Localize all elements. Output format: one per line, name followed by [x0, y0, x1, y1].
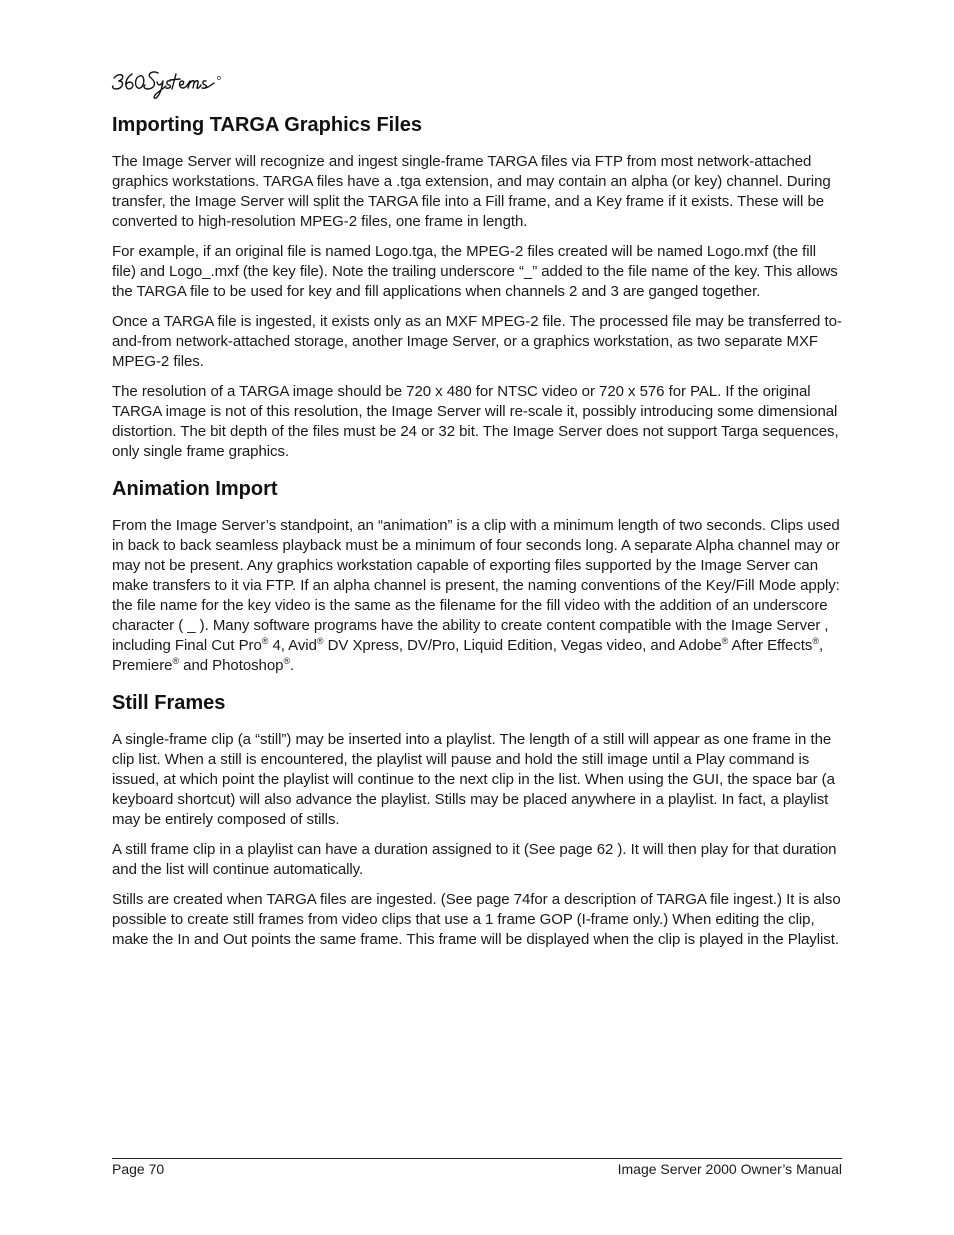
registered-mark-icon [217, 76, 220, 79]
footer-divider [112, 1158, 842, 1159]
section-importing-targa [112, 112, 844, 462]
360-systems-logo [110, 64, 225, 102]
section-still-frames [112, 690, 844, 950]
section-animation-import [112, 476, 844, 676]
section-heading: Still Frames [112, 692, 226, 714]
paragraph: For example, if an original file is named Logo.tga, the MPEG-2 files created will be named Logo.mxf (the fill file) and Logo_.mxf (the key file). Note the trailing underscore “_” added to the file name of the key. This allows the TARGA file to be used for key and fill applications when channels 2 and 3 are ganged together. [112, 243, 838, 300]
paragraph: The Image Server will recognize and ingest single-frame TARGA files via FTP from most network-attached graphics workstations. TARGA files have a .tga extension, and may contain an alpha (or key) channel. During transfer, the Image Server will split the TARGA file into a Fill frame, and a Key frame if it exists. These will be converted to high-resolution MPEG-2 files, one frame in length. [112, 153, 831, 230]
section-heading: Animation Import [112, 478, 278, 500]
section-heading: Importing TARGA Graphics Files [112, 114, 423, 136]
page-number: Page 70 [112, 1161, 165, 1177]
paragraph: Stills are created when TARGA files are ingested. (See page 74for a description of TARGA file ingest.) It is also possible to create still frames from video clips that use a 1 frame GOP (I-frame only.) When editing the clip, make the In and Out points the same frame. This frame will be displayed when the clip is played in the Playlist. [112, 891, 841, 948]
paragraph: A still frame clip in a playlist can have a duration assigned to it (See page 62 ). It will then play for that duration and the list will continue automatically. [112, 841, 837, 878]
paragraph: Once a TARGA file is ingested, it exists only as an MXF MPEG-2 file. The processed file may be transferred to-and-from network-attached storage, another Image Server, or a graphics workstation, as two separate MXF MPEG-2 files. [112, 313, 842, 370]
paragraph: The resolution of a TARGA image should be 720 x 480 for NTSC video or 720 x 576 for PAL. If the original TARGA image is not of this resolution, the Image Server will re-scale it, possibly introducing some dimensional distortion. The bit depth of the files must be 24 or 32 bit. The Image Server does not support Targa sequences, only single frame graphics. [112, 383, 839, 460]
manual-title: Image Server 2000 Owner’s Manual [617, 1161, 842, 1177]
paragraph: A single-frame clip (a “still”) may be inserted into a playlist. The length of a still will appear as one frame in the clip list. When a still is encountered, the playlist will pause and hold the still image until a Play command is issued, at which point the playlist will continue to the next clip in the list. When using the GUI, the space bar (a keyboard shortcut) will also advance the playlist. Stills may be placed anywhere in a playlist. In fact, a playlist may be entirely composed of stills. [112, 731, 835, 828]
page-content [112, 112, 844, 960]
paragraph: From the Image Server’s standpoint, an “animation” is a clip with a minimum length of two seconds. Clips used in back to back seamless playback must be a minimum of four seconds long. A separate Alpha channel may or may not be present. Any graphics workstation capable of exporting files supported by the Image Server can make transfers to it via FTP. If an alpha channel is present, the naming conventions of the Key/Fill Mode apply: the file name for the key video is the same as the filename for the fill video with the addition of an underscore character ( _ ). Many software programs have the ability to create content compatible with the Image Server , including Final Cut Pro® 4, Avid® DV Xpress, DV/Pro, Liquid Edition, Vegas video, and Adobe® After Effects®, Premiere® and Photoshop®. [112, 517, 840, 674]
